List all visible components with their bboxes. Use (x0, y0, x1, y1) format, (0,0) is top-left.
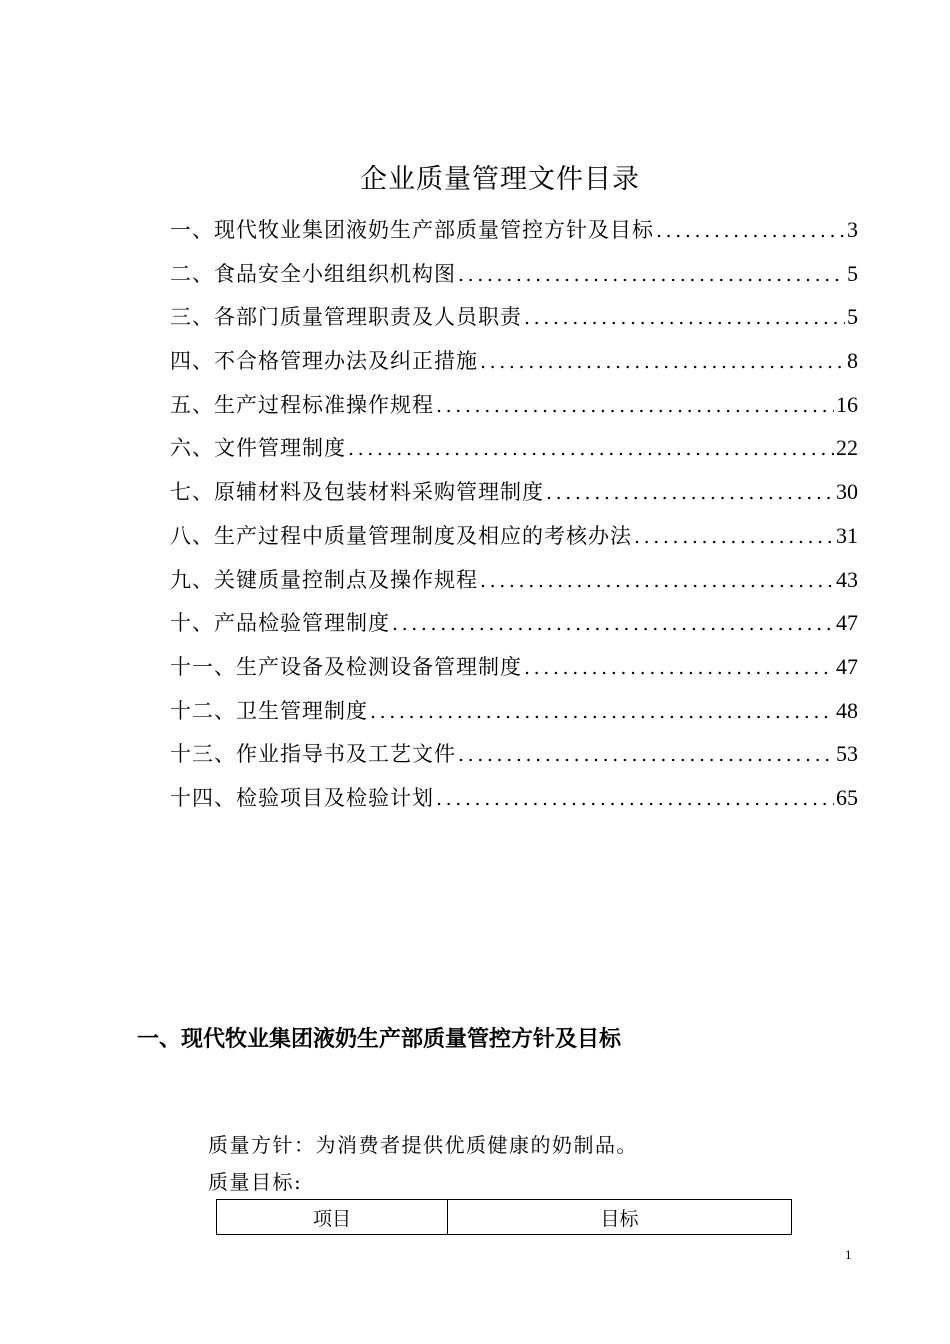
toc-entry[interactable] (170, 383, 858, 427)
toc-entry-page: 5 (847, 304, 858, 330)
toc-entry-label: 十三、作业指导书及工艺文件 (170, 742, 456, 767)
toc-entry-label: 七、原辅材料及包装材料采购管理制度 (170, 480, 544, 505)
toc-entry[interactable] (170, 208, 858, 252)
toc-entry-label: 三、各部门质量管理职责及人员职责 (170, 305, 522, 330)
toc-list (170, 208, 858, 820)
toc-entry[interactable] (170, 645, 858, 689)
table-header-row (217, 1200, 792, 1235)
toc-leader-dots (434, 385, 834, 429)
toc-entry-label: 十、产品检验管理制度 (170, 611, 390, 636)
toc-entry[interactable] (170, 558, 858, 602)
quality-policy: 质量方针：为消费者提供优质健康的奶制品。 (208, 1133, 638, 1157)
toc-entry-page: 8 (847, 348, 858, 374)
toc-entry-page: 30 (836, 479, 858, 505)
toc-entry-page: 47 (836, 610, 858, 636)
toc-entry-label: 十四、检验项目及检验计划 (170, 785, 434, 810)
table-header-item: 项目 (217, 1200, 448, 1235)
toc-entry[interactable] (170, 339, 858, 383)
toc-entry-label: 四、不合格管理办法及纠正措施 (170, 349, 478, 374)
section-heading: 一、现代牧业集团液奶生产部质量管控方针及目标 (137, 1027, 622, 1052)
toc-entry-page: 53 (836, 741, 858, 767)
toc-entry[interactable] (170, 732, 858, 776)
toc-entry-label: 二、食品安全小组组织机构图 (170, 261, 456, 286)
toc-entry-page: 5 (847, 260, 858, 286)
toc-leader-dots (654, 210, 845, 254)
toc-entry-label: 八、生产过程中质量管理制度及相应的考核办法 (170, 523, 632, 548)
toc-leader-dots (368, 691, 834, 735)
toc-leader-dots (632, 516, 834, 560)
toc-entry[interactable] (170, 252, 858, 296)
toc-entry-page: 48 (836, 697, 858, 723)
toc-entry-page: 16 (836, 391, 858, 417)
toc-leader-dots (456, 254, 845, 298)
toc-leader-dots (390, 603, 834, 647)
toc-entry[interactable] (170, 426, 858, 470)
toc-entry[interactable] (170, 470, 858, 514)
toc-entry-label: 六、文件管理制度 (170, 436, 346, 461)
toc-title: 企业质量管理文件目录 (360, 164, 640, 195)
page-number: 1 (845, 1247, 852, 1262)
toc-entry-label: 十二、卫生管理制度 (170, 698, 368, 723)
quality-objectives-label: 质量目标: (208, 1170, 303, 1194)
quality-objectives-table (216, 1199, 792, 1235)
toc-leader-dots (522, 297, 845, 341)
toc-entry-label: 一、现代牧业集团液奶生产部质量管控方针及目标 (170, 218, 654, 242)
toc-entry-page: 31 (836, 522, 858, 548)
toc-entry-page: 47 (836, 653, 858, 679)
toc-entry[interactable] (170, 295, 858, 339)
table-header-target: 目标 (448, 1200, 792, 1235)
toc-leader-dots (346, 428, 834, 472)
toc-leader-dots (522, 647, 834, 691)
toc-entry-label: 十一、生产设备及检测设备管理制度 (170, 654, 522, 679)
toc-leader-dots (478, 341, 845, 385)
toc-entry[interactable] (170, 601, 858, 645)
toc-entry-page: 65 (836, 784, 858, 810)
toc-leader-dots (478, 560, 834, 604)
toc-entry-page: 43 (836, 566, 858, 592)
toc-leader-dots (544, 472, 834, 516)
toc-entry-page: 3 (847, 217, 858, 242)
toc-entry[interactable] (170, 689, 858, 733)
toc-entry-label: 五、生产过程标准操作规程 (170, 392, 434, 417)
toc-entry[interactable] (170, 776, 858, 820)
toc-entry-label: 九、关键质量控制点及操作规程 (170, 567, 478, 592)
toc-entry-page: 22 (836, 435, 858, 461)
toc-leader-dots (434, 778, 834, 822)
toc-entry[interactable] (170, 514, 858, 558)
toc-leader-dots (456, 734, 834, 778)
